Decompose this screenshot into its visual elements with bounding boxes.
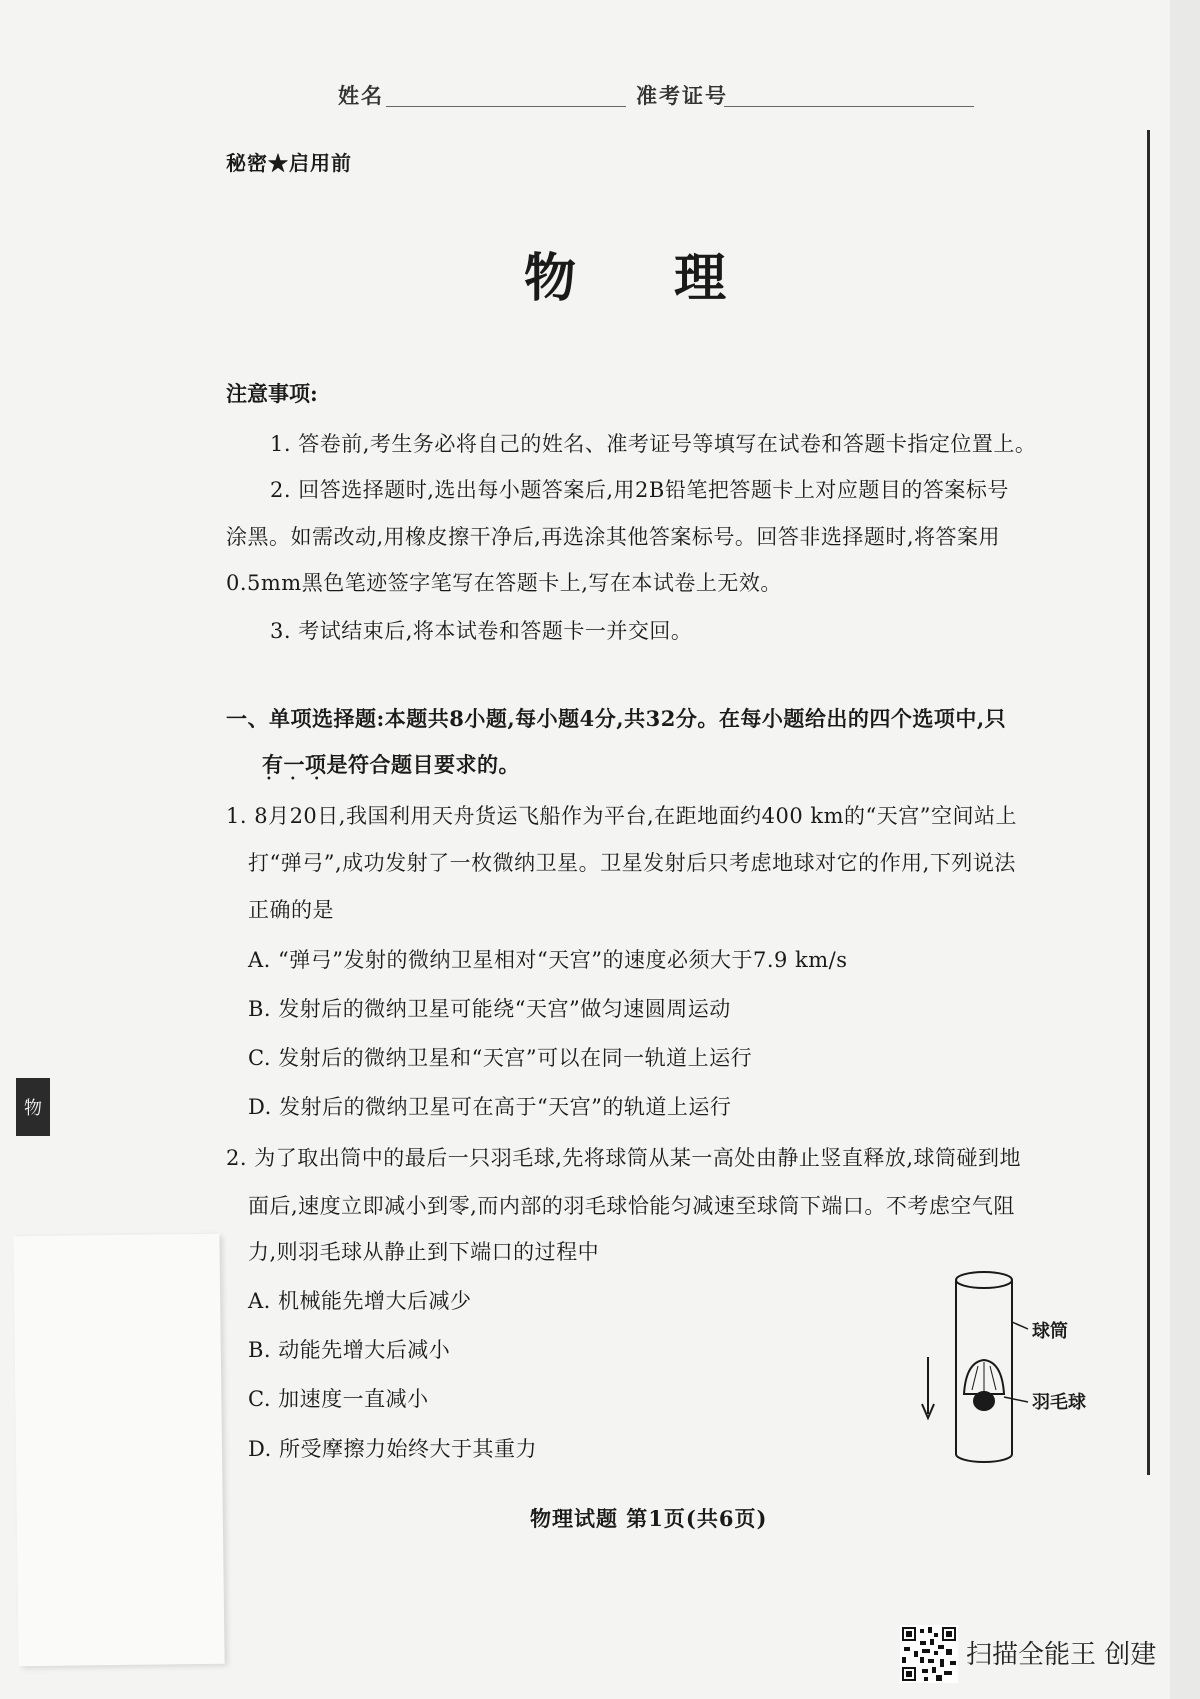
page-title: 物 理: [523, 248, 767, 309]
q2-stem-line-3: 力,则羽毛球从静止到下端口的过程中: [248, 1240, 600, 1264]
name-label: 姓名: [338, 83, 384, 108]
q1-option-c: C. 发射后的微纳卫星和“天宫”可以在同一轨道上运行: [248, 1046, 753, 1070]
paper-overlap: [13, 1234, 224, 1666]
notice-heading: 注意事项:: [226, 381, 318, 406]
section-heading-line-1: 一、单项选择题:本题共8小题,每小题4分,共32分。在每小题给出的四个选项中,只: [226, 706, 1007, 731]
q2-stem-line-1: 2. 为了取出筒中的最后一只羽毛球,先将球筒从某一高处由静止竖直释放,球筒碰到地: [226, 1146, 1022, 1170]
tube-label: 球筒: [1032, 1321, 1068, 1342]
emphasis-dots: •••: [266, 774, 338, 785]
notice-line-5: 3. 考试结束后,将本试卷和答题卡一并交回。: [270, 619, 693, 643]
q2-stem-line-2: 面后,速度立即减小到零,而内部的羽毛球恰能匀减速至球筒下端口。不考虑空气阻: [248, 1194, 1015, 1218]
qr-code-icon: [900, 1625, 958, 1683]
notice-line-4: 0.5mm黑色笔迹签字笔写在答题卡上,写在本试卷上无效。: [226, 571, 782, 595]
shuttle-tube-figure: [910, 1262, 1100, 1472]
notice-line-2: 2. 回答选择题时,选出每小题答案后,用2B铅笔把答题卡上对应题目的答案标号: [270, 478, 1009, 502]
subject-side-tab: 物: [16, 1078, 50, 1136]
exam-id-underline: [724, 106, 974, 107]
shuttle-cork: [974, 1392, 994, 1410]
page-footer: 物理试题 第1页(共6页): [530, 1506, 768, 1531]
q1-stem-line-2: 打“弹弓”,成功发射了一枚微纳卫星。卫星发射后只考虑地球对它的作用,下列说法: [248, 851, 1016, 875]
q2-option-c: C. 加速度一直减小: [248, 1387, 429, 1411]
q2-option-d: D. 所受摩擦力始终大于其重力: [248, 1437, 537, 1461]
q2-option-a: A. 机械能先增大后减少: [248, 1289, 472, 1313]
shuttle-leader-line: [1004, 1397, 1028, 1402]
notice-line-3: 涂黑。如需改动,用橡皮擦干净后,再选涂其他答案标号。回答非选择题时,将答案用: [226, 525, 1001, 549]
q1-option-a: A. “弹弓”发射的微纳卫星相对“天宫”的速度必须大于7.9 km/s: [248, 948, 848, 972]
q1-option-b: B. 发射后的微纳卫星可能绕“天宫”做匀速圆周运动: [248, 997, 731, 1021]
tube-leader-line: [1012, 1322, 1028, 1329]
exam-id-label: 准考证号: [636, 83, 728, 108]
notice-line-1: 1. 答卷前,考生务必将自己的姓名、准考证号等填写在试卷和答题卡指定位置上。: [270, 432, 1037, 456]
secret-mark: 秘密★启用前: [226, 151, 352, 175]
scanner-watermark: 扫描全能王 创建: [966, 1640, 1157, 1670]
q1-stem-line-3: 正确的是: [248, 898, 334, 922]
q2-option-b: B. 动能先增大后减小: [248, 1338, 451, 1362]
q1-stem-line-1: 1. 8月20日,我国利用天舟货运飞船作为平台,在距地面约400 km的“天宫”空间站上: [226, 804, 1018, 828]
shuttle-label: 羽毛球: [1032, 1392, 1086, 1413]
section-heading-line-2: 有一项是符合题目要求的。: [262, 752, 520, 777]
tube-bottom-rim: [956, 1454, 1012, 1462]
name-underline: [386, 106, 626, 107]
margin-rule: [1147, 130, 1150, 1475]
q1-option-d: D. 发射后的微纳卫星可在高于“天宫”的轨道上运行: [248, 1095, 732, 1119]
tube-top-rim: [956, 1272, 1012, 1288]
